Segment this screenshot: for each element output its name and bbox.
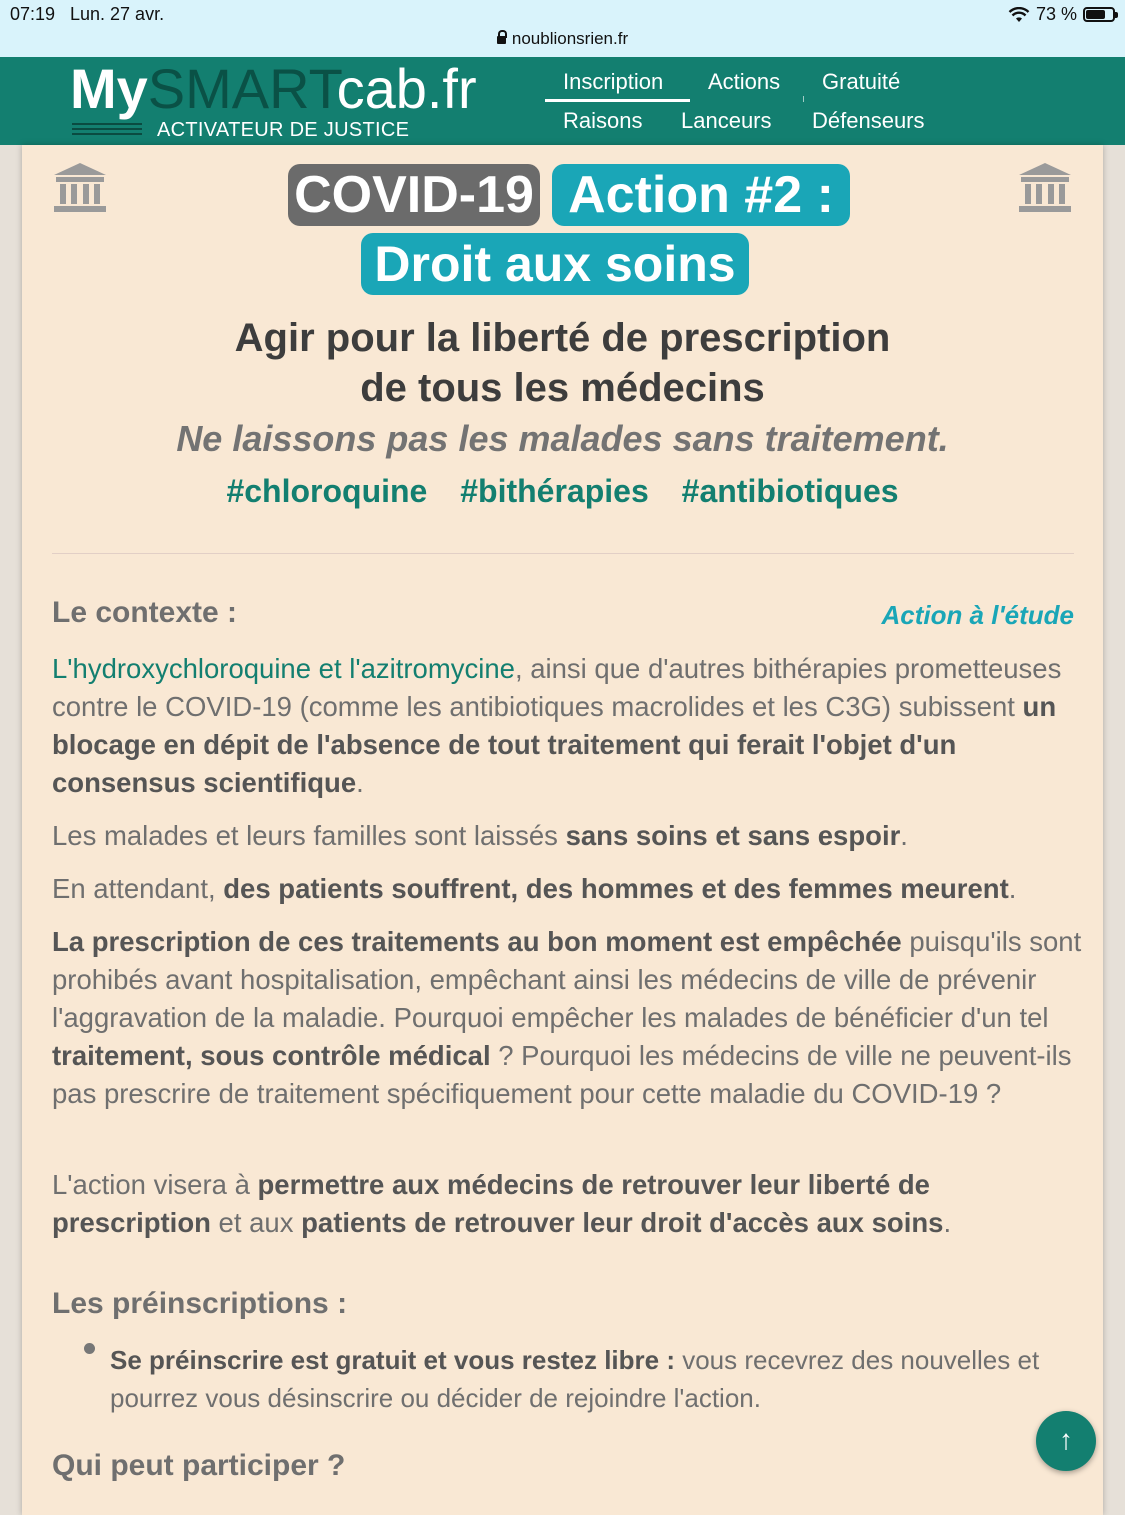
hashtag-list — [0, 473, 1125, 510]
contexte-paragraph-1: L'hydroxychloroquine et l'azitromycine, ainsi que d'autres bithérapies prometteuses contre le COVID-19 (comme les antibiotiques macrolides et les C3G) subissent un blocage en dépit de l'absence de tout traitement qui ferait l'objet d'un consensus scientifique. — [52, 653, 1062, 798]
nav-separator — [803, 96, 804, 102]
contexte-paragraph-2: Les malades et leurs familles sont laissés sans soins et sans espoir. — [52, 820, 908, 851]
bullet-dot — [84, 1343, 98, 1357]
battery-percent: 73 % — [1035, 4, 1077, 24]
address-bar[interactable] — [0, 29, 1125, 49]
courthouse-icon — [52, 163, 108, 213]
nav-lanceurs[interactable]: Lanceurs — [681, 108, 772, 133]
battery-icon — [1083, 7, 1115, 22]
nav-raisons[interactable]: Raisons — [563, 108, 643, 133]
logo-tagline: ACTIVATEUR DE JUSTICE — [157, 119, 410, 141]
preinscription-bullet: Se préinscrire est gratuit et vous restez libre : vous recevrez des nouvelles et pourrez vous désinscrire ou décider de rejoindre l'action. — [110, 1345, 1040, 1413]
action-status-label: Action à l'étude — [881, 600, 1074, 630]
site-header — [0, 57, 1125, 145]
nav-gratuite[interactable]: Gratuité — [822, 69, 901, 94]
arrow-up-icon: ↑ — [1059, 1424, 1073, 1455]
nav-inscription[interactable]: Inscription — [563, 69, 664, 94]
site-logo[interactable] — [70, 59, 477, 119]
page-headline-line2: de tous les médecins — [360, 366, 765, 410]
status-time: 07:19 — [10, 4, 56, 24]
nav-actions[interactable]: Actions — [708, 69, 781, 94]
section-title-preinscriptions: Les préinscriptions : — [52, 1287, 348, 1320]
section-title-contexte: Le contexte : — [52, 596, 238, 629]
hydroxychloroquine-link[interactable]: L'hydroxychloroquine et l'azitromycine — [52, 653, 515, 684]
logo-smart: SMART — [147, 57, 337, 120]
action-number-badge: Action #2 : — [552, 164, 850, 226]
logo-cab: cab.fr — [336, 57, 477, 120]
action-title-badge: Droit aux soins — [361, 233, 749, 295]
logo-my: My — [70, 57, 148, 120]
page-headline-line1: Agir pour la liberté de prescription — [234, 316, 891, 360]
status-indicators — [1008, 4, 1115, 25]
section-title-participer: Qui peut participer ? — [52, 1449, 346, 1482]
nav-active-underline — [545, 99, 690, 102]
contexte-paragraph-3: En attendant, des patients souffrent, des hommes et des femmes meurent. — [52, 873, 1017, 904]
lock-icon — [497, 36, 506, 44]
nav-defenseurs[interactable]: Défenseurs — [812, 108, 925, 133]
page-subtitle: Ne laissons pas les malades sans traitement. — [176, 418, 949, 459]
divider — [52, 553, 1074, 554]
hashtag-bitherapies[interactable]: #bithérapies — [460, 473, 649, 509]
status-date: Lun. 27 avr. — [70, 4, 165, 24]
contexte-paragraph-4: La prescription de ces traitements au bon moment est empêchée puisqu'ils sont prohibés avant hospitalisation, empêchant ainsi les médecins de ville de prévenir l'aggravation de la maladie. Pourquoi empêcher les malades de bénéficier d'un tel traitement, sous contrôle médical ? Pourquoi les médecins de ville ne peuvent-ils pas prescrire de traitement spécifiquement pour cette maladie du COVID-19 ? — [52, 926, 1082, 1109]
courthouse-icon — [1017, 163, 1073, 213]
hashtag-chloroquine[interactable]: #chloroquine — [226, 473, 428, 509]
status-bar — [0, 0, 1125, 57]
logo-lines-decoration — [72, 123, 142, 137]
wifi-icon — [1008, 7, 1030, 23]
url-text: noublionsrien.fr — [511, 29, 629, 48]
covid-badge: COVID-19 — [288, 164, 540, 226]
contexte-paragraph-5: L'action visera à permettre aux médecins de retrouver leur liberté de prescription et aux patients de retrouver leur droit d'accès aux soins. — [52, 1169, 952, 1238]
hashtag-antibiotiques[interactable]: #antibiotiques — [681, 473, 899, 509]
scroll-to-top-button[interactable] — [1036, 1411, 1096, 1471]
